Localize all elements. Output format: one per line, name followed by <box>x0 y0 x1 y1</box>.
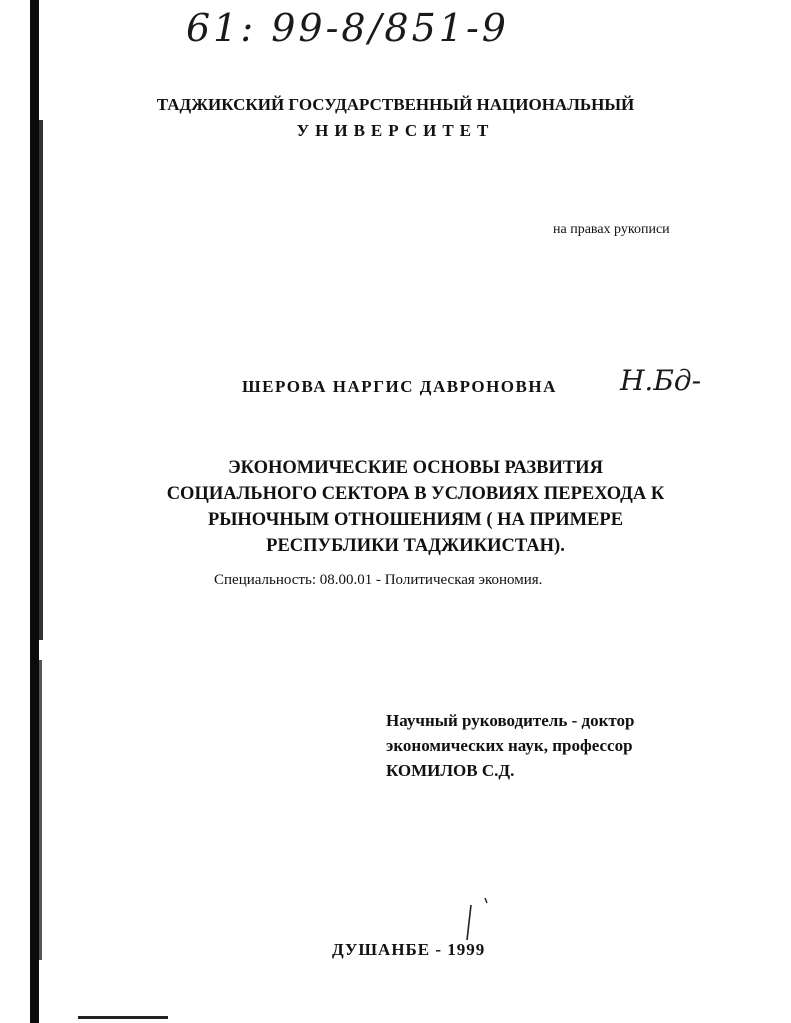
university-name-line1: ТАДЖИКСКИЙ ГОСУДАРСТВЕННЫЙ НАЦИОНАЛЬНЫЙ <box>156 95 635 114</box>
title-line: РЫНОЧНЫМ ОТНОШЕНИЯМ ( НА ПРИМЕРЕ <box>207 510 624 530</box>
handwritten-author-note: Н.Бд- <box>620 364 702 397</box>
university-header <box>0 92 791 144</box>
title-line: ЭКОНОМИЧЕСКИЕ ОСНОВЫ РАЗВИТИЯ <box>228 458 603 478</box>
scan-edge-shadow <box>30 0 48 1023</box>
city-year: ДУШАНБЕ - 1999 <box>332 940 486 959</box>
manuscript-rights-note: на правах рукописи <box>553 222 670 237</box>
dissertation-title <box>100 455 731 559</box>
university-name-line2: УНИВЕРСИТЕТ <box>296 121 495 140</box>
handwritten-call-number: 61: 99-8/851-9 <box>186 6 509 50</box>
supervisor-name: КОМИЛОВ С.Д. <box>386 761 515 780</box>
handwritten-mark <box>463 895 503 945</box>
supervisor-block <box>386 708 634 783</box>
scan-bottom-mark <box>78 1014 168 1020</box>
author-name: ШЕРОВА НАРГИС ДАВРОНОВНА <box>242 377 557 396</box>
supervisor-line1: Научный руководитель - доктор <box>386 711 635 730</box>
title-line: СОЦИАЛЬНОГО СЕКТОРА В УСЛОВИЯХ ПЕРЕХОДА К <box>166 484 665 504</box>
specialty-line: Специальность: 08.00.01 - Политическая экономия. <box>214 572 543 588</box>
supervisor-line2: экономических наук, профессор <box>386 736 633 755</box>
title-line: РЕСПУБЛИКИ ТАДЖИКИСТАН). <box>266 536 565 556</box>
